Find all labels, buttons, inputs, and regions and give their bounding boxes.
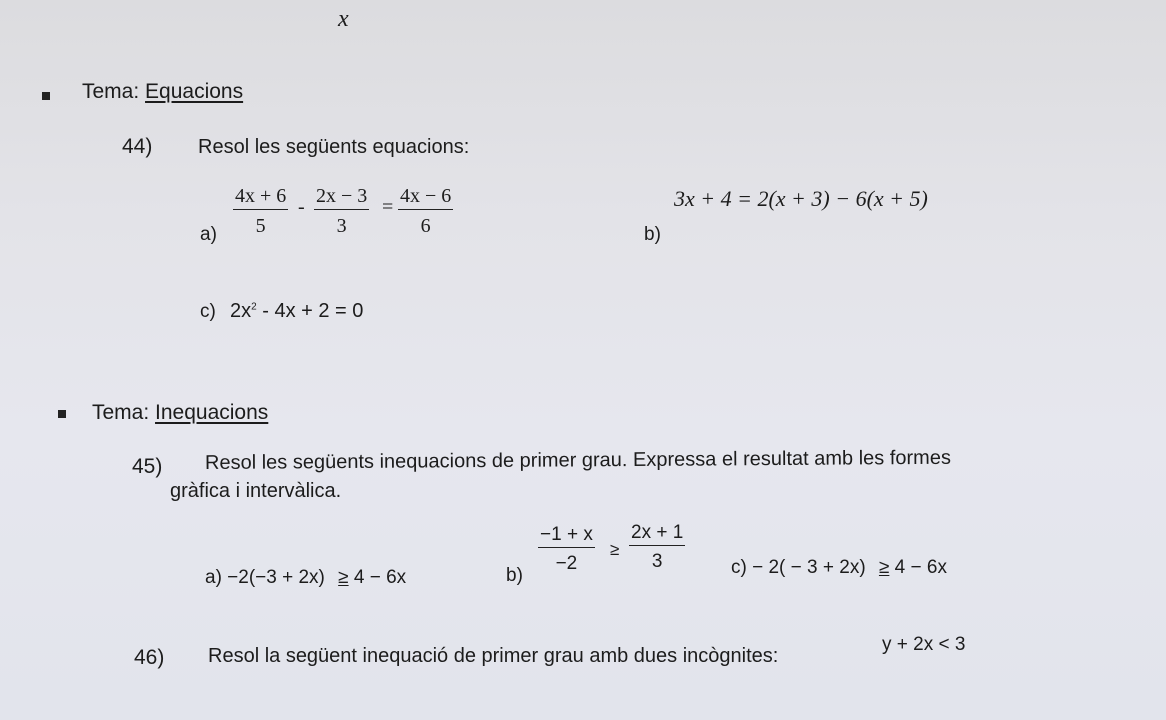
lhs: a) −2(−3 + 2x) <box>205 567 325 588</box>
minus-sign: - <box>298 196 305 218</box>
topic-title: Equacions <box>145 80 244 103</box>
question-number: 44) <box>122 135 153 158</box>
equation: 3x + 4 = 2(x + 3) − 6(x + 5) <box>674 186 928 211</box>
numerator: −1 + x <box>538 525 595 548</box>
fraction <box>233 186 288 237</box>
numerator: 4x − 6 <box>398 186 453 210</box>
tema-label: Tema: <box>82 80 140 103</box>
equals-sign: = <box>382 196 394 218</box>
inequality <box>205 567 406 589</box>
ge-sign: ≥ <box>338 567 349 588</box>
question-number: 46) <box>134 646 165 669</box>
expr-part: 2x <box>230 300 252 322</box>
expr-part: - 4x + 2 = 0 <box>256 300 364 322</box>
inequality: y + 2x < 3 <box>882 634 966 655</box>
question-prompt: Resol les següents inequacions de primer grau. Expressa el resultat amb les formes <box>204 446 951 474</box>
equation <box>230 300 363 323</box>
item-label-a: a) <box>200 224 217 245</box>
item-label-b: b) <box>644 224 661 245</box>
denominator: 3 <box>336 215 347 237</box>
top-mark: x <box>338 6 349 32</box>
numerator: 2x + 1 <box>629 523 685 546</box>
item-label-c: c) <box>200 301 216 322</box>
numerator: 2x − 3 <box>314 186 369 210</box>
section-heading-equacions <box>82 80 243 104</box>
lhs: c) − 2( − 3 + 2x) <box>731 557 866 578</box>
bullet-icon <box>42 92 50 100</box>
exponent: 2 <box>251 301 257 313</box>
ge-sign: ≥ <box>610 540 620 559</box>
question-prompt-continued: gràfica i intervàlica. <box>170 480 342 502</box>
denominator: 5 <box>255 215 266 237</box>
inequality <box>731 557 947 579</box>
section-heading-inequacions <box>92 401 268 425</box>
fraction <box>398 186 453 237</box>
ge-sign: ≥ <box>878 557 890 578</box>
fraction <box>314 186 369 237</box>
topic-title: Inequacions <box>155 401 269 424</box>
item-label-b: b) <box>506 565 523 586</box>
question-prompt: Resol les següents equacions: <box>198 136 470 158</box>
question-prompt: Resol la següent inequació de primer grau amb dues incògnites: <box>208 645 779 667</box>
bullet-icon <box>58 410 66 418</box>
rhs: 4 − 6x <box>894 557 947 578</box>
question-number: 45) <box>132 455 163 478</box>
rhs: 4 − 6x <box>353 567 407 588</box>
numerator: 4x + 6 <box>233 186 288 210</box>
denominator: −2 <box>555 552 578 574</box>
fraction <box>538 525 595 574</box>
tema-label: Tema: <box>92 401 150 424</box>
fraction <box>629 523 685 572</box>
denominator: 6 <box>420 215 431 237</box>
denominator: 3 <box>651 550 663 572</box>
